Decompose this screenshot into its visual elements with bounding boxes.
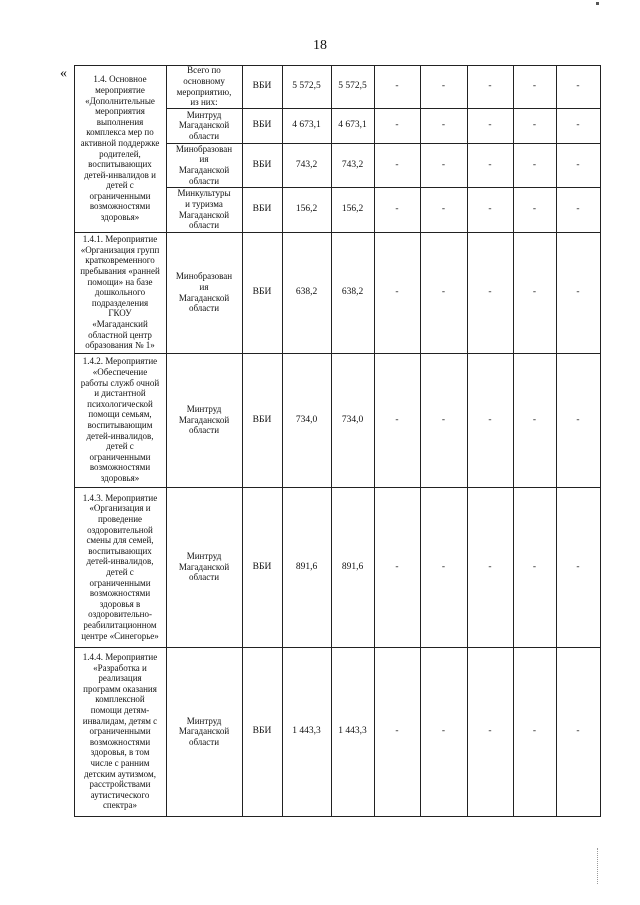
row-1-4-3-value-1: 891,6 [295, 561, 318, 572]
page-number: 18 [313, 38, 327, 53]
row-1-4-name: 1.4. Основное мероприятие «Дополнительные мероприятия выполнения комплекса мер по активной поддержке родителей, воспитывающих детей-инвалидов и детей с ограниченными возможностями здоровья» [80, 74, 160, 223]
dash-cell: - [532, 726, 537, 737]
row-1-4-total-value-1: 5 572,5 [292, 81, 321, 92]
row-1-4-1-name: 1.4.1. Мероприятие «Организация групп кратковременного пребывания «ранней помощи» на базе дошкольного подразделения ГКОУ «Магаданский областной центр образования № 1» [80, 234, 160, 351]
dash-cell: - [576, 561, 580, 572]
dash-cell: - [576, 287, 580, 298]
dash-cell: - [395, 561, 399, 572]
row-1-4-minkult-value-1: 156,2 [295, 204, 318, 215]
dash-cell: - [532, 287, 537, 298]
dash-cell: - [395, 120, 399, 131]
dash-cell: - [576, 726, 580, 737]
row-1-4-1-executor: Минобразован ия Магаданской области [175, 271, 233, 314]
row-1-4-minobr-source: ВБИ [252, 159, 272, 170]
dash-cell: - [532, 204, 537, 215]
row-1-4-4-name: 1.4.4. Мероприятие «Разработка и реализация программ оказания комплексной помощи детям- инвалидам, детям с ограниченными возможностями здоровья, в том числе с ранним детским аутизмом, расстройствами аутистического спектра» [82, 652, 158, 811]
dash-cell: - [441, 414, 446, 425]
dash-cell: - [488, 726, 492, 737]
dash-cell: - [532, 561, 537, 572]
row-1-4-mintrud-executor: Минтруд Магаданской области [178, 109, 230, 141]
row-1-4-minobr-value-2: 743,2 [341, 159, 364, 170]
dash-cell: - [576, 204, 580, 215]
dash-cell: - [488, 561, 492, 572]
dash-cell: - [576, 159, 580, 170]
row-1-4-total-value-2: 5 572,5 [338, 81, 367, 92]
funding-table [74, 65, 601, 817]
row-1-4-total-executor: Всего по основному мероприятию, из них: [176, 65, 232, 108]
dash-cell: - [532, 159, 537, 170]
row-1-4-minkult-source: ВБИ [252, 204, 272, 215]
row-1-4-3-value-2: 891,6 [341, 561, 364, 572]
dash-cell: - [576, 414, 580, 425]
dash-cell: - [395, 81, 399, 92]
dash-cell: - [395, 287, 399, 298]
row-1-4-2-value-2: 734,0 [341, 414, 364, 425]
row-1-4-1-value-2: 638,2 [341, 287, 364, 298]
dash-cell: - [441, 726, 446, 737]
dash-cell: - [441, 120, 446, 131]
dash-cell: - [488, 414, 492, 425]
row-1-4-minkult-value-2: 156,2 [341, 204, 364, 215]
row-1-4-minobr-value-1: 743,2 [295, 159, 318, 170]
row-1-4-3-name: 1.4.3. Мероприятие «Организация и проведение оздоровительной смены для семей, воспитывающих детей-инвалидов, детей с ограниченными возможностями здоровья в оздоровительно- реабилитационном центре «Синегорье» [81, 492, 159, 641]
row-1-4-minkult-executor: Минкультуры и туризма Магаданской области [177, 188, 231, 231]
dash-cell: - [395, 204, 399, 215]
opening-quote-mark: « [60, 66, 67, 81]
dash-cell: - [441, 204, 446, 215]
dash-cell: - [441, 81, 446, 92]
dash-cell: - [441, 159, 446, 170]
dash-cell: - [576, 81, 580, 92]
row-1-4-4-source: ВБИ [252, 726, 272, 737]
row-1-4-minobr-executor: Минобразован ия Магаданской области [175, 143, 233, 186]
row-1-4-1-value-1: 638,2 [295, 287, 318, 298]
dash-cell: - [441, 561, 446, 572]
dash-cell: - [488, 159, 492, 170]
row-1-4-4-executor: Минтруд Магаданской области [178, 715, 230, 747]
dash-cell: - [395, 726, 399, 737]
row-1-4-4-value-2: 1 443,3 [338, 726, 367, 737]
row-1-4-mintrud-value-1: 4 673,1 [292, 120, 321, 131]
row-1-4-2-name: 1.4.2. Мероприятие «Обеспечение работы служб очной и дистантной психологической помощи семьям, воспитывающим детей-инвалидов, детей с ограниченными возможностями здоровья» [80, 356, 160, 483]
dash-cell: - [532, 120, 537, 131]
row-1-4-1-source: ВБИ [252, 287, 272, 298]
row-1-4-2-executor: Минтруд Магаданской области [178, 404, 230, 436]
row-1-4-2-value-1: 734,0 [295, 414, 318, 425]
row-1-4-total-source: ВБИ [252, 81, 272, 92]
dash-cell: - [488, 204, 492, 215]
dash-cell: - [532, 414, 537, 425]
row-1-4-mintrud-value-2: 4 673,1 [338, 120, 367, 131]
row-1-4-mintrud-source: ВБИ [252, 120, 272, 131]
dash-cell: - [395, 159, 399, 170]
row-1-4-4-value-1: 1 443,3 [292, 726, 321, 737]
dash-cell: - [395, 414, 399, 425]
dash-cell: - [488, 120, 492, 131]
row-1-4-3-executor: Минтруд Магаданской области [178, 551, 230, 583]
row-1-4-2-source: ВБИ [252, 414, 272, 425]
scan-margin-dots [597, 848, 599, 884]
dash-cell: - [532, 81, 537, 92]
dash-cell: - [488, 287, 492, 298]
row-1-4-3-source: ВБИ [252, 561, 272, 572]
dash-cell: - [488, 81, 492, 92]
dash-cell: - [441, 287, 446, 298]
dash-cell: - [576, 120, 580, 131]
scan-tick-mark [596, 2, 599, 5]
